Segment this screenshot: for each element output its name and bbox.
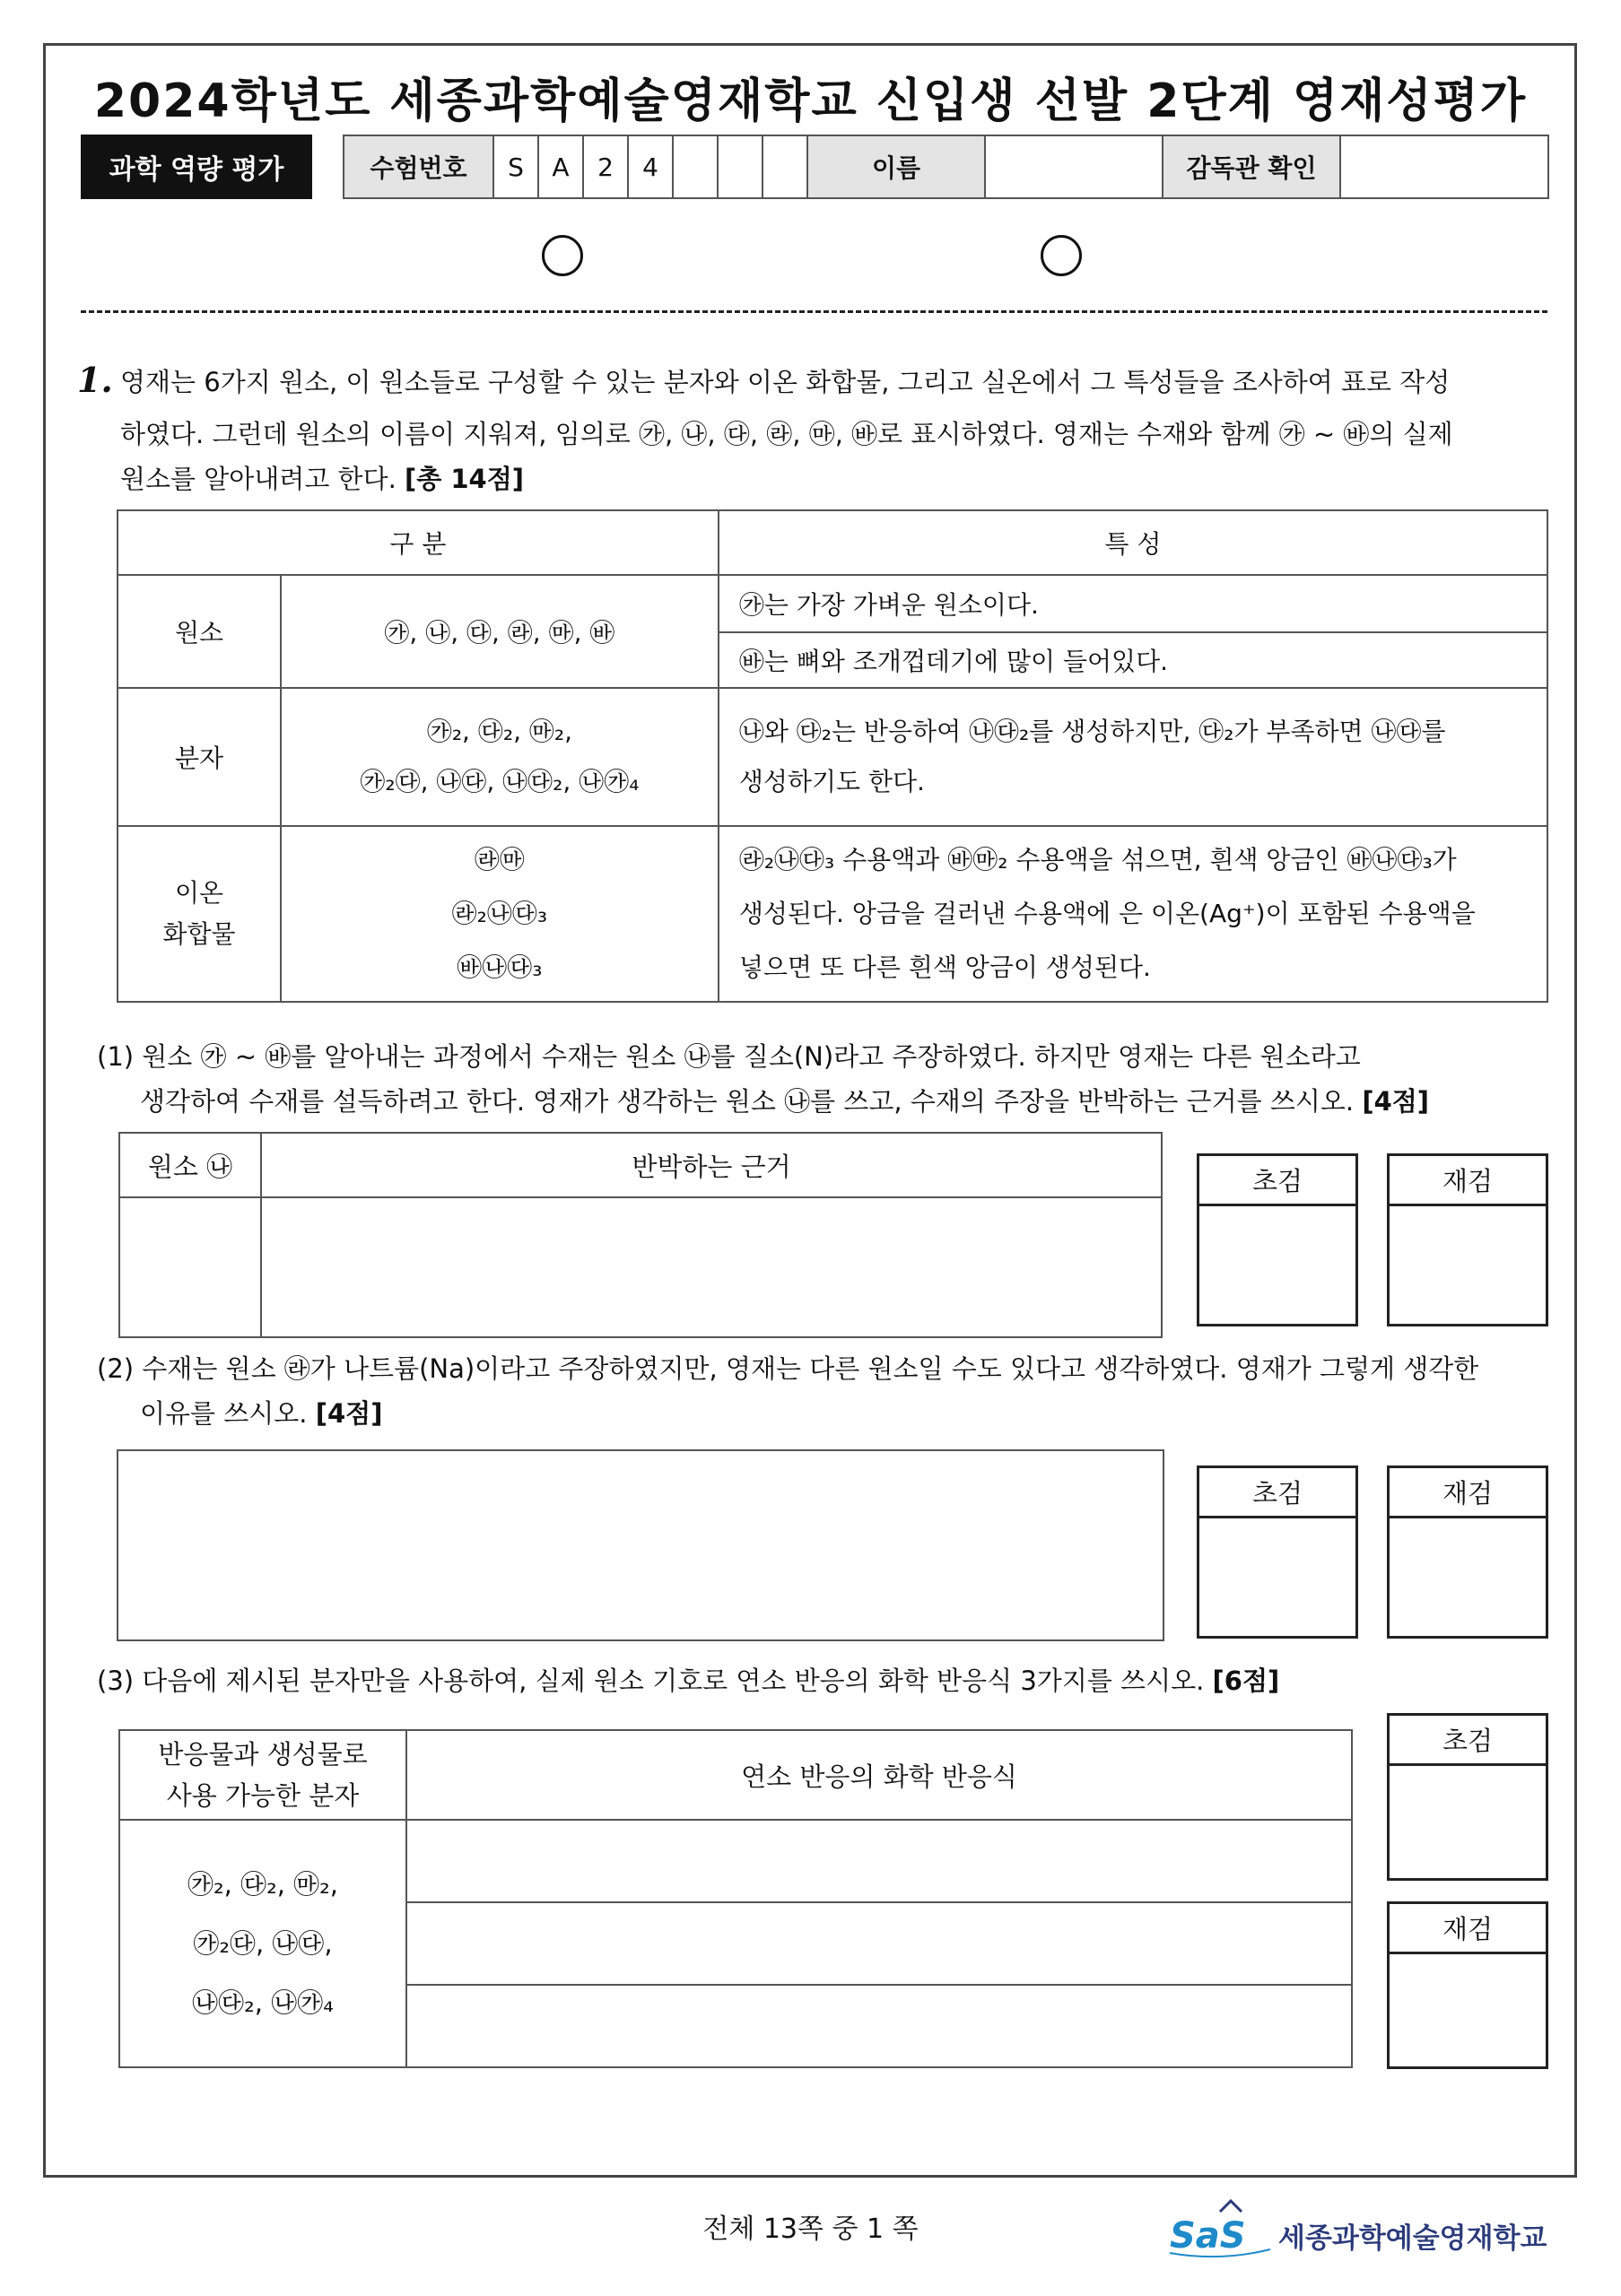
score-label: 재검 <box>1389 1903 1547 1953</box>
page-title: 2024학년도 세종과학예술영재학교 신입생 선발 2단계 영재성평가 <box>93 74 1528 128</box>
score-field[interactable] <box>1389 1205 1547 1326</box>
answer-header: 반박하는 근거 <box>261 1133 1162 1197</box>
supervisor-field[interactable] <box>1340 135 1548 198</box>
score-label: 초검 <box>1389 1715 1547 1765</box>
answer-box-2[interactable] <box>117 1449 1164 1641</box>
equation-field-1[interactable] <box>406 1820 1352 1902</box>
score-field[interactable] <box>1389 1765 1547 1880</box>
element-data-table <box>117 509 1548 1003</box>
ionic-list: ㉱㉲ ㉱₂㉯㉰₃ ㉳㉯㉰₃ <box>281 826 719 1002</box>
equation-field-3[interactable] <box>406 1985 1352 2067</box>
ionic-property: ㉱₂㉯㉰₃ 수용액과 ㉳㉲₂ 수용액을 섞으면, 흰색 앙금인 ㉳㉯㉰₃가 생성된다. 앙금을 걸러낸 수용액에 은 이온(Ag⁺)이 포함된 수용액을 넣으면 또 다른 흰색 앙금이 생성된다. <box>719 826 1547 1002</box>
name-label: 이름 <box>807 135 985 198</box>
exam-number-char[interactable] <box>718 135 763 198</box>
exam-number-char[interactable] <box>673 135 718 198</box>
score-box-second <box>1387 1153 1548 1326</box>
answer-element-field[interactable] <box>119 1197 261 1337</box>
available-molecules: ㉮₂, ㉰₂, ㉲₂, ㉮₂㉰, ㉯㉰, ㉯㉰₂, ㉯㉮₄ <box>119 1820 406 2067</box>
question-number: 1. <box>77 360 113 400</box>
name-field[interactable] <box>985 135 1163 198</box>
score-box-first <box>1197 1465 1358 1639</box>
supervisor-label: 감독관 확인 <box>1163 135 1340 198</box>
exam-number-char[interactable]: S <box>493 135 538 198</box>
question-points: [4점] <box>315 1398 383 1429</box>
question-points: [4점] <box>1362 1086 1430 1117</box>
question-text-line: 원소를 알아내려고 한다. [총 14점] <box>120 464 525 494</box>
score-label: 재검 <box>1389 1467 1547 1518</box>
score-box-second <box>1387 1901 1548 2069</box>
row-label: 원소 <box>118 575 281 688</box>
section-badge: 과학 역량 평가 <box>81 135 312 199</box>
element-property: ㉮는 가장 가벼운 원소이다. <box>719 575 1547 632</box>
page-number: 전체 13쪽 중 1 쪽 <box>702 2213 919 2245</box>
cut-line <box>81 310 1547 313</box>
subquestion-text: 이유를 쓰시오. [4점] <box>140 1398 383 1429</box>
school-logo-icon <box>1166 2196 1272 2260</box>
binding-hole-icon <box>1041 235 1082 276</box>
answer-header: 연소 반응의 화학 반응식 <box>406 1730 1352 1820</box>
equation-field-2[interactable] <box>406 1902 1352 1985</box>
table-header: 구 분 <box>118 510 719 575</box>
svg-text:SaS: SaS <box>1170 2215 1246 2257</box>
exam-number-char[interactable]: 2 <box>583 135 628 198</box>
binding-hole-icon <box>542 235 583 276</box>
answer-header: 반응물과 생성물로 사용 가능한 분자 <box>119 1730 406 1820</box>
exam-number-label: 수험번호 <box>344 135 493 198</box>
score-label: 초검 <box>1198 1155 1357 1205</box>
exam-header-table <box>343 135 1549 199</box>
table-header: 특 성 <box>719 510 1547 575</box>
subquestion-text: (2) 수재는 원소 ㉱가 나트륨(Na)이라고 주장하였지만, 영재는 다른 원소일 수도 있다고 생각하였다. 영재가 그렇게 생각한 <box>97 1353 1479 1384</box>
subquestion-text: (3) 다음에 제시된 분자만을 사용하여, 실제 원소 기호로 연소 반응의 화학 반응식 3가지를 쓰시오. [6점] <box>97 1665 1280 1696</box>
score-field[interactable] <box>1389 1518 1547 1638</box>
school-name: 세종과학예술영재학교 <box>1278 2222 1547 2255</box>
row-label: 분자 <box>118 688 281 826</box>
score-box-second <box>1387 1465 1548 1639</box>
exam-number-char[interactable]: A <box>538 135 583 198</box>
molecule-property: ㉯와 ㉰₂는 반응하여 ㉯㉰₂를 생성하지만, ㉰₂가 부족하면 ㉯㉰를 생성하기도 한다. <box>719 688 1547 826</box>
score-field[interactable] <box>1389 1953 1547 2068</box>
row-label: 이온 화합물 <box>118 826 281 1002</box>
question-points: [총 14점] <box>405 464 525 494</box>
answer-table-3 <box>118 1729 1353 2068</box>
question-text-line: 하였다. 그런데 원소의 이름이 지워져, 임의로 ㉮, ㉯, ㉰, ㉱, ㉲, ㉳로 표시하였다. 영재는 수재와 함께 ㉮ ~ ㉳의 실제 <box>120 419 1453 449</box>
molecule-list: ㉮₂, ㉰₂, ㉲₂, ㉮₂㉰, ㉯㉰, ㉯㉰₂, ㉯㉮₄ <box>281 688 719 826</box>
score-label: 재검 <box>1389 1155 1547 1205</box>
answer-header: 원소 ㉯ <box>119 1133 261 1197</box>
score-field[interactable] <box>1198 1205 1357 1326</box>
score-box-first <box>1387 1713 1548 1881</box>
answer-reason-field[interactable] <box>261 1197 1162 1337</box>
score-label: 초검 <box>1198 1467 1357 1518</box>
exam-number-char[interactable] <box>763 135 807 198</box>
exam-number-char[interactable]: 4 <box>628 135 673 198</box>
answer-table-1 <box>118 1132 1163 1338</box>
element-property: ㉳는 뼈와 조개껍데기에 많이 들어있다. <box>719 632 1547 688</box>
question-text-line: 영재는 6가지 원소, 이 원소들로 구성할 수 있는 분자와 이온 화합물, 그리고 실온에서 그 특성들을 조사하여 표로 작성 <box>120 367 1451 397</box>
score-field[interactable] <box>1198 1518 1357 1638</box>
element-list: ㉮, ㉯, ㉰, ㉱, ㉲, ㉳ <box>281 575 719 688</box>
subquestion-text: 생각하여 수재를 설득하려고 한다. 영재가 생각하는 원소 ㉯를 쓰고, 수재의 주장을 반박하는 근거를 쓰시오. [4점] <box>140 1086 1430 1117</box>
question-points: [6점] <box>1212 1665 1280 1696</box>
subquestion-text: (1) 원소 ㉮ ~ ㉳를 알아내는 과정에서 수재는 원소 ㉯를 질소(N)라고 주장하였다. 하지만 영재는 다른 원소라고 <box>97 1041 1361 1072</box>
score-box-first <box>1197 1153 1358 1326</box>
